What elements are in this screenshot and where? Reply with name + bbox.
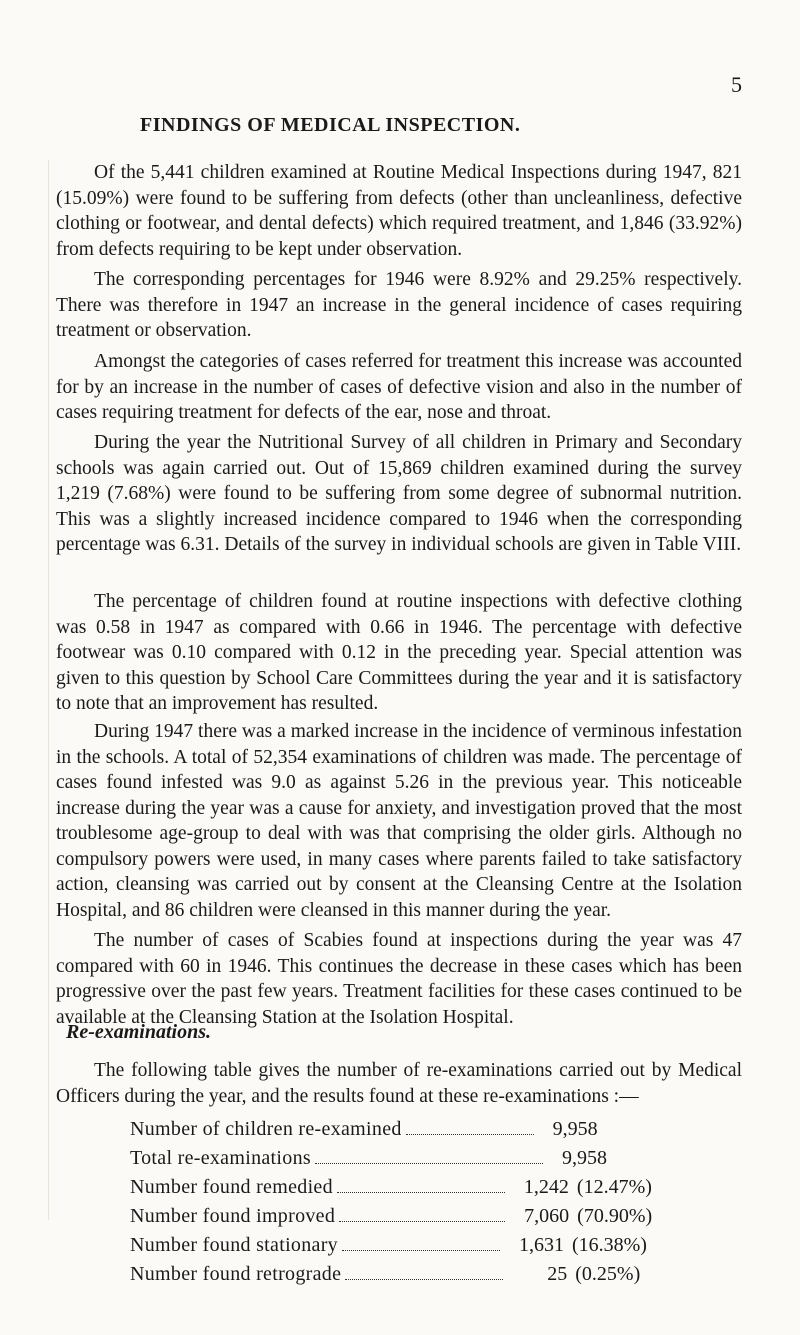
- row-value: 9,958: [552, 1118, 598, 1140]
- table-row: [130, 1260, 750, 1289]
- paragraph: During 1947 there was a marked increase in the incidence of verminous infestation in the schools. A total of 52,354 examinations of children was made. The percentage of cases found infested was 9.0 as against 5.26 in the previous year. This noticeable increase during the year was a cause for anxiety, and investigation proved that the most troublesome age-group to deal with was that comprising the older girls. Although no compulsory powers were used, in many cases where parents failed to take satisfactory action, cleansing was carried out by consent at the Cleansing Centre at the Isolation Hospital, and 86 children were cleansed in this manner during the year.: [56, 721, 742, 921]
- table-row: [130, 1144, 750, 1173]
- binding-edge: [48, 160, 55, 1220]
- paragraph: During the year the Nutritional Survey of all children in Primary and Secondary schools was again carried out. Out of 15,869 children examined during the survey 1,219 (7.68%) were found to be suffering from some degree of subnormal nutrition. This was a slightly increased incidence compared to 1946 when the corresponding percentage was 6.31. Details of the survey in individual schools are given in Table VIII.: [56, 432, 742, 555]
- page-title: FINDINGS OF MEDICAL INSPECTION.: [140, 114, 521, 136]
- leader-dots: [339, 1221, 505, 1222]
- row-label: Total re-examinations: [130, 1147, 311, 1169]
- table-row: [130, 1202, 750, 1231]
- row-value: 7,060: [524, 1205, 570, 1227]
- leader-dots: [345, 1279, 503, 1280]
- row-label: Number of children re-examined: [130, 1118, 402, 1140]
- leader-dots: [406, 1134, 534, 1135]
- paragraph: Amongst the categories of cases referred for treatment this increase was accounted for by an increase in the number of cases of defective vision and also in the number of cases requiring treatment for defects of the ear, nose and throat.: [56, 351, 742, 423]
- row-percentage: (0.25%): [575, 1263, 641, 1285]
- page-number: 5: [731, 72, 742, 97]
- row-value: 1,242: [523, 1176, 569, 1198]
- table-row: [130, 1231, 750, 1260]
- paragraph: The number of cases of Scabies found at inspections during the year was 47 compared with 60 in 1946. This continues the decrease in these cases which has been progressive over the past few years. Treatment facilities for these cases continued to be available at the Cleansing Station at the Isolation Hospital.: [56, 930, 742, 1028]
- row-label: Number found remedied: [130, 1176, 333, 1198]
- section-heading: Re-examinations.: [66, 1021, 212, 1043]
- paragraph: The corresponding percentages for 1946 were 8.92% and 29.25% respectively. There was therefore in 1947 an increase in the general incidence of cases requiring treatment or observation.: [56, 269, 742, 341]
- row-label: Number found retrograde: [130, 1263, 342, 1285]
- row-value: 1,631: [518, 1234, 564, 1256]
- leader-dots: [315, 1163, 543, 1164]
- row-label: Number found stationary: [130, 1234, 338, 1256]
- reexamination-table: [130, 1115, 750, 1289]
- table-row: [130, 1173, 750, 1202]
- leader-dots: [342, 1250, 500, 1251]
- section-intro: The following table gives the number of re-examinations carried out by Medical Officers during the year, and the results found at these re-examinations :—: [56, 1060, 742, 1107]
- paragraph: Of the 5,441 children examined at Routine Medical Inspections during 1947, 821 (15.09%) were found to be suffering from defects (other than uncleanliness, defective clothing or footwear, and dental defects) which required treatment, and 1,846 (33.92%) from defects requiring to be kept under observation.: [56, 162, 742, 260]
- leader-dots: [337, 1192, 505, 1193]
- row-label: Number found improved: [130, 1205, 336, 1227]
- row-percentage: (12.47%): [576, 1176, 652, 1198]
- paragraph: The percentage of children found at routine inspections with defective clothing was 0.58 in 1947 as compared with 0.66 in 1946. The percentage with defective footwear was 0.10 compared with 0.12 in the preceding year. Special attention was given to this question by School Care Committees during the year and it is satisfactory to note that an improvement has resulted.: [56, 591, 742, 714]
- row-value: 9,958: [561, 1147, 607, 1169]
- table-row: [130, 1115, 750, 1144]
- row-value: 25: [547, 1263, 568, 1285]
- row-percentage: (16.38%): [571, 1234, 647, 1256]
- row-percentage: (70.90%): [577, 1205, 653, 1227]
